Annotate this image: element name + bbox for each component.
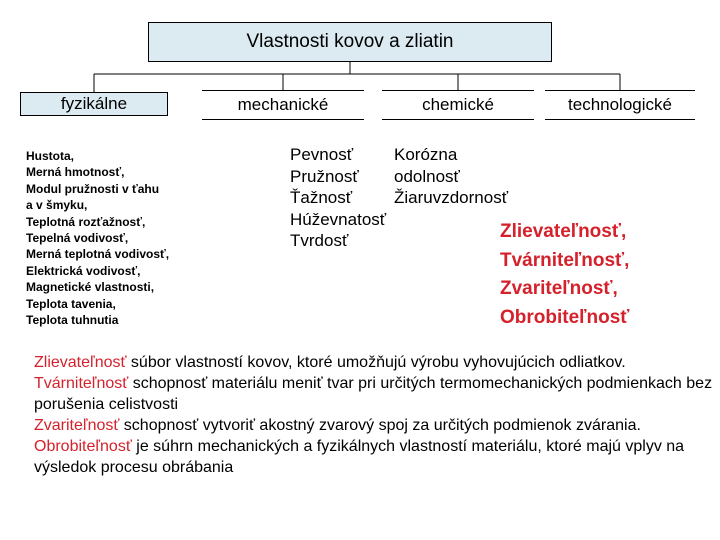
category-technologicke-label: technologické [568, 95, 672, 114]
list-item: Tvrdosť [290, 231, 349, 250]
fyzikalne-list [26, 148, 169, 328]
list-item: Teplota tavenia, [26, 296, 116, 311]
list-item: Hustota, [26, 149, 74, 163]
definition-term: Tvárniteľnosť [34, 375, 129, 392]
definition-term: Zlievateľnosť [34, 354, 127, 371]
list-item: Pružnosť [290, 166, 359, 186]
category-technologicke [545, 90, 695, 120]
list-item: Žiaruvzdornosť [394, 188, 509, 207]
list-item: Obrobiteľnosť [500, 306, 630, 328]
list-item: Korózna [394, 145, 458, 164]
category-mechanicke-label: mechanické [237, 95, 329, 114]
definition-term: Obrobiteľnosť [34, 438, 132, 455]
definition-text: súbor vlastností kovov, ktoré umožňujú výrobu vyhovujúcich odliatkov. [126, 354, 626, 371]
definition-term: Zvariteľnosť [34, 417, 120, 434]
definition-text: schopnosť vytvoriť akostný zvarový spoj za určitých podmienok zvárania. [119, 417, 641, 434]
list-item: Pevnosť [290, 145, 354, 164]
definition-tvarnitelnost [34, 375, 712, 413]
definitions-paragraph [34, 352, 714, 478]
list-item: Modul pružnosti v ťahu [26, 181, 160, 196]
list-item: Teplota tuhnutia [26, 313, 119, 328]
category-fyzikalne-label: fyzikálne [60, 94, 128, 113]
chemicke-list [394, 144, 508, 209]
list-item: Teplotná rozťažnosť, [26, 214, 146, 229]
technologicke-list [500, 218, 629, 332]
list-item: Elektrická vodivosť, [26, 263, 141, 278]
list-item: Zlievateľnosť, [500, 221, 627, 242]
category-chemicke-label: chemické [422, 95, 494, 114]
category-mechanicke [202, 90, 364, 120]
list-item: Zvariteľnosť, [500, 278, 618, 299]
definition-text: schopnosť materiálu meniť tvar pri určitých termomechanických podmienkach bez porušenia celistvosti [34, 375, 713, 413]
definition-zvaritelnost [34, 417, 641, 434]
list-item: Húževnatosť [290, 209, 387, 229]
category-fyzikalne [20, 92, 168, 116]
list-item: Magnetické vlastnosti, [26, 280, 155, 295]
definition-text: je súhrn mechanických a fyzikálnych vlastností materiálu, ktoré majú vplyv na výsledok procesu obrábania [34, 438, 685, 476]
list-item: Tepelná vodivosť, [26, 231, 129, 246]
definition-obrobitelnost [34, 438, 684, 476]
list-item: Ťažnosť [290, 188, 353, 207]
list-item: a v šmyku, [26, 198, 88, 213]
list-item: Merná hmotnosť, [26, 165, 125, 180]
root-title-box [148, 22, 552, 62]
list-item: Merná teplotná vodivosť, [26, 247, 170, 262]
mechanicke-list [290, 144, 386, 252]
list-item: odolnosť [394, 166, 460, 186]
category-chemicke [382, 90, 534, 120]
definition-zlievatelnost [34, 354, 626, 371]
list-item: Tvárniteľnosť, [500, 249, 630, 271]
root-title: Vlastnosti kovov a zliatin [246, 31, 454, 52]
